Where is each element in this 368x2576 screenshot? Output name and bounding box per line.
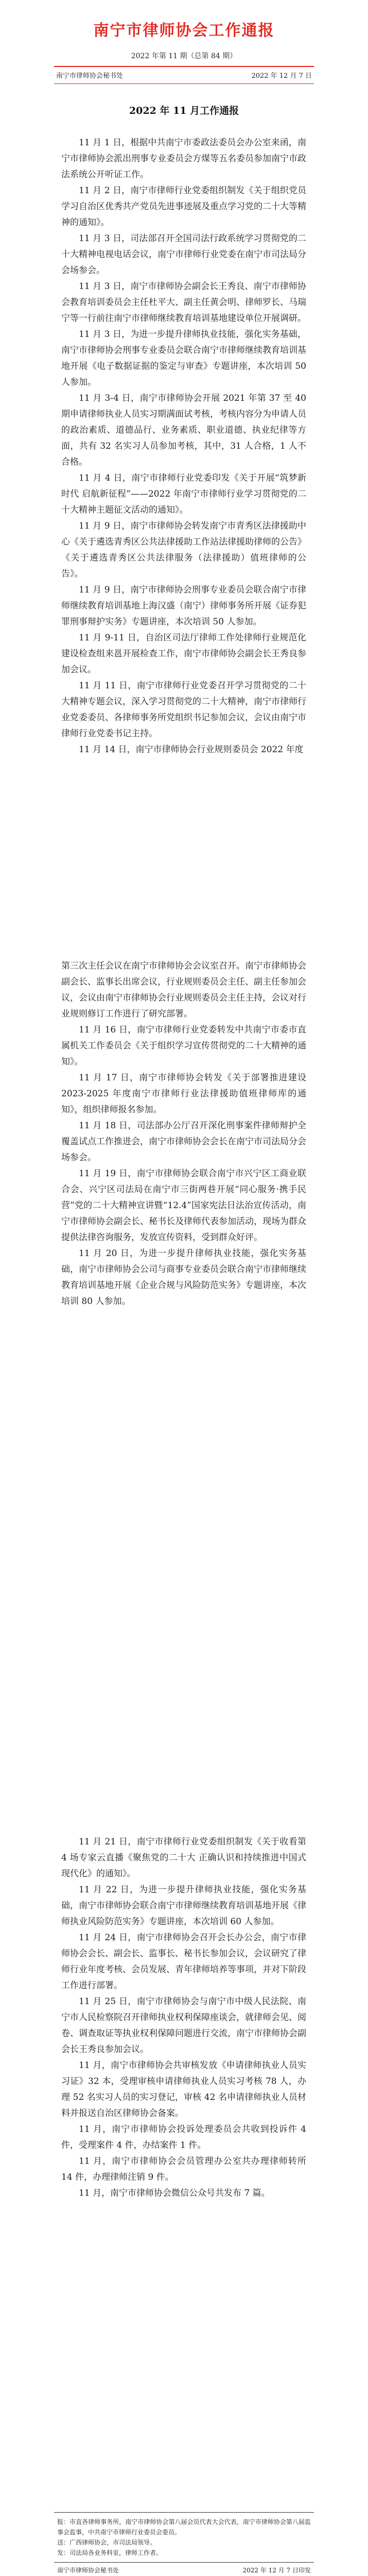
masthead-title: 南宁市律师协会工作通报 bbox=[93, 22, 275, 40]
footer-rule-top bbox=[54, 2512, 314, 2513]
paragraph: 11 月 21 日，南宁市律师行业党委组织制发《关于收看第 4 场专家云直播《聚焦党的二十大 正确认识和持续推进中国式现代化》的通知》。 bbox=[61, 1837, 306, 1879]
paragraph: 11 月 20 日，为进一步提升律师执业技能，强化实务基础，南宁市律师协会公司与商事专业委员会联合南宁市律师继续教育培训基地开展《企业合规与风险防范实务》专题讲座，本次培训 80 人参加。 bbox=[61, 1248, 306, 1307]
paragraph: 11 月，南宁市律师协会投诉处理委员会共收到投诉件 4 件，受理案件 4 件，办结案件 1 件。 bbox=[61, 2124, 306, 2150]
report-to: 报：市直各律师事务所，南宁市律师协会第八届会员代表大会代表，南宁市律师协会第八届监事会监事，中共南宁市律师行业委员会委员。 bbox=[57, 2518, 311, 2536]
body-text-page-1 bbox=[61, 135, 306, 758]
print-date: 2022 年 12 月 7 日印发 bbox=[242, 2567, 311, 2574]
masthead-red-rule bbox=[54, 66, 314, 67]
distribution-list bbox=[54, 2515, 314, 2560]
paragraph: 11 月 25 日，南宁市律师协会与南宁市中级人民法院、南宁市人民检察院召开律师执业权利保障座谈会，就律师会见、阅卷、调查取证等执业权利保障问题进行交流，南宁市律师协会副会长王秀良参加会议。 bbox=[61, 1996, 306, 2055]
send-to: 送：广西律师协会，市司法局领导。 bbox=[57, 2539, 156, 2546]
issue-number: 2022 年第 11 期（总第 84 期） bbox=[131, 52, 237, 60]
paragraph: 11 月 16 日，南宁市律师行业党委转发中共南宁市委市直属机关工作委员会《关于组织学习宣传贯彻党的二十大精神的通知》。 bbox=[61, 1025, 306, 1067]
printer: 南宁市律师协会秘书处 bbox=[57, 2567, 119, 2574]
paragraph: 11 月 9 日，南宁市律师协会刑事专业委员会联合南宁市律师继续教育培训基地上海汉盛（南宁）律师事务所开展《证券犯罪刑事辩护实务》专题讲座，本次培训 50 人参加。 bbox=[61, 585, 306, 627]
paragraph: 11 月 3 日，为进一步提升律师执业技能，强化实务基础，南宁市律师协会刑事专业委员会联合南宁市律师继续教育培训基地开展《电子数据证据的鉴定与审查》专题讲座，本次培训 50 人参加。 bbox=[61, 329, 306, 387]
paragraph: 11 月 4 日，南宁市律师行业党委印发《关于开展“筑梦新时代 启航新征程”——2022 年南宁市律师行业学习贯彻党的二十大精神主题征文活动的通知》。 bbox=[61, 473, 306, 515]
footer-rule-middle bbox=[54, 2562, 314, 2563]
issuer: 南宁市律师协会秘书处 bbox=[56, 72, 124, 80]
paragraph: 11 月 11 日，南宁市律师行业党委召开学习贯彻党的二十大精神专题会议，深入学习贯彻党的二十大精神，南宁市律师行业党委委员、各律师事务所党组织书记参加会议，会议由南宁市律师行业党委书记主持。 bbox=[61, 681, 306, 739]
paragraph: 11 月 9-11 日，自治区司法厅律师工作处律师行业规范化建设检查组来邕开展检查工作，南宁市律师协会副会长王秀良参加会议。 bbox=[61, 633, 306, 675]
paragraph: 11 月 1 日，根据中共南宁市委政法委员会办公室来函，南宁市律师协会派出刑事专业委员会方煤等五名委员参加南宁市政法系统公开听证工作。 bbox=[61, 138, 306, 180]
paragraph: 11 月 22 日，为进一步提升律师执业技能，强化实务基础，南宁市律师协会联合南宁市律师继续教育培训基地开展《律师执业风险防范实务》专题讲座，本次培训 60 人参加。 bbox=[61, 1885, 306, 1927]
paragraph: 11 月 2 日，南宁市律师行业党委组织制发《关于组织党员学习自治区优秀共产党员先进事迹展及重点学习党的二十大等精神的通知》。 bbox=[61, 185, 306, 228]
issuer-red-rule bbox=[54, 83, 314, 84]
paragraph: 11 月 17 日，南宁市律师协会转发《关于部署推进建设 2023-2025 年度南宁市律师行业法律援助值班律师库的通知》，组织律师报名参加。 bbox=[61, 1073, 306, 1115]
paragraph: 11 月 19 日，南宁市律师协会联合南宁市兴宁区工商业联合会、兴宁区司法局在南宁市三街两巷开展“同心服务·携手民营”党的二十大精神宣讲暨“12.4”国家宪法日法治宣传活动，南宁市律师协会副会长、秘书长及律师代表参加活动，现场为群众提供法律咨询服务，发放宣传资料，受到群众好评。 bbox=[61, 1168, 306, 1243]
body-text-page-3 bbox=[61, 1834, 306, 2201]
paragraph: 11 月 18 日，司法部办公厅召开深化刑事案件律师辩护全覆盖试点工作推进会，南宁市律师协会会长在南宁市司法局分会场参会。 bbox=[61, 1121, 306, 1163]
print-row bbox=[54, 2565, 314, 2576]
paragraph: 11 月，南宁市律师协会会员管理办公室共办理律师转所 14 件，办理律师注销 9 件。 bbox=[61, 2156, 306, 2182]
page-1 bbox=[0, 0, 368, 896]
paragraph-continuation: 第三次主任会议在南宁市律师协会会议室召开。南宁市律师协会副会长、监事长出席会议，行业规则委员会主任、副主任参加会议，会议由南宁市律师协会行业规则委员会主任主持，会议对行业规则修订工作进行了研究部署。 bbox=[61, 961, 306, 1019]
page-3 bbox=[0, 1793, 368, 2576]
issue-date: 2022 年 12 月 7 日 bbox=[251, 72, 312, 80]
paragraph: 11 月，南宁市律师协会共审核发放《申请律师执业人员实习证》32 本，受理审核申请律师执业人员实习考核 78 人，办理 52 名实习人员的实习登记，审核 42 名申请律师执业人员材料并报送自治区律师协会备案。 bbox=[61, 2060, 306, 2119]
issuer-row bbox=[54, 70, 314, 80]
distribution-footer bbox=[54, 2510, 314, 2576]
paragraph: 11 月，南宁市律师协会微信公众号共发布 7 篇。 bbox=[79, 2188, 270, 2198]
document-title: 2022 年 11 月工作通报 bbox=[129, 105, 239, 116]
page-2 bbox=[0, 896, 368, 1793]
paragraph: 11 月 24 日，南宁市律师协会召开会长办公会，南宁市律师协会会长、副会长、监事长、秘书长参加会议，会议研究了律师行业年度考核、会员发展、青年律师培养等事项，并对下阶段工作进行部署。 bbox=[61, 1933, 306, 1991]
paragraph: 11 月 9 日，南宁市律师协会转发南宁市青秀区法律援助中心《关于遴选青秀区公共法律援助工作站法律援助律师的公告》《关于遴选青秀区公共法律服务（法律援助）值班律师的公告》。 bbox=[61, 521, 306, 579]
paragraph: 11 月 3 日，司法部召开全国司法行政系统学习贯彻党的二十大精神电视电话会议，南宁市律师行业党委在南宁市司法局分会场参会。 bbox=[61, 233, 306, 276]
paragraph: 11 月 3 日，南宁市律师协会副会长王秀良、南宁市律师协会教育培训委员会主任杜平大、副主任黄会明、律师罗长、马瑞宁等一行前往南宁市律师继续教育培训基地建设单位开展调研。 bbox=[61, 281, 306, 324]
issue-to: 发：司法局各业务科室，律师工作者。 bbox=[57, 2549, 163, 2556]
paragraph: 11 月 3-4 日，南宁市律师协会开展 2021 年第 37 至 40 期申请律师执业人员实习期满面试考核，考核内容分为申请人员的政治素质、道德品行、业务素质、职业道德、执业纪律等方面，共有 32 名实习人员参加考核，其中，31 人合格，1 人不合格。 bbox=[61, 393, 306, 467]
body-text-page-2 bbox=[61, 958, 306, 1310]
paragraph: 11 月 14 日，南宁市律师协会行业规则委员会 2022 年度 bbox=[79, 744, 304, 755]
